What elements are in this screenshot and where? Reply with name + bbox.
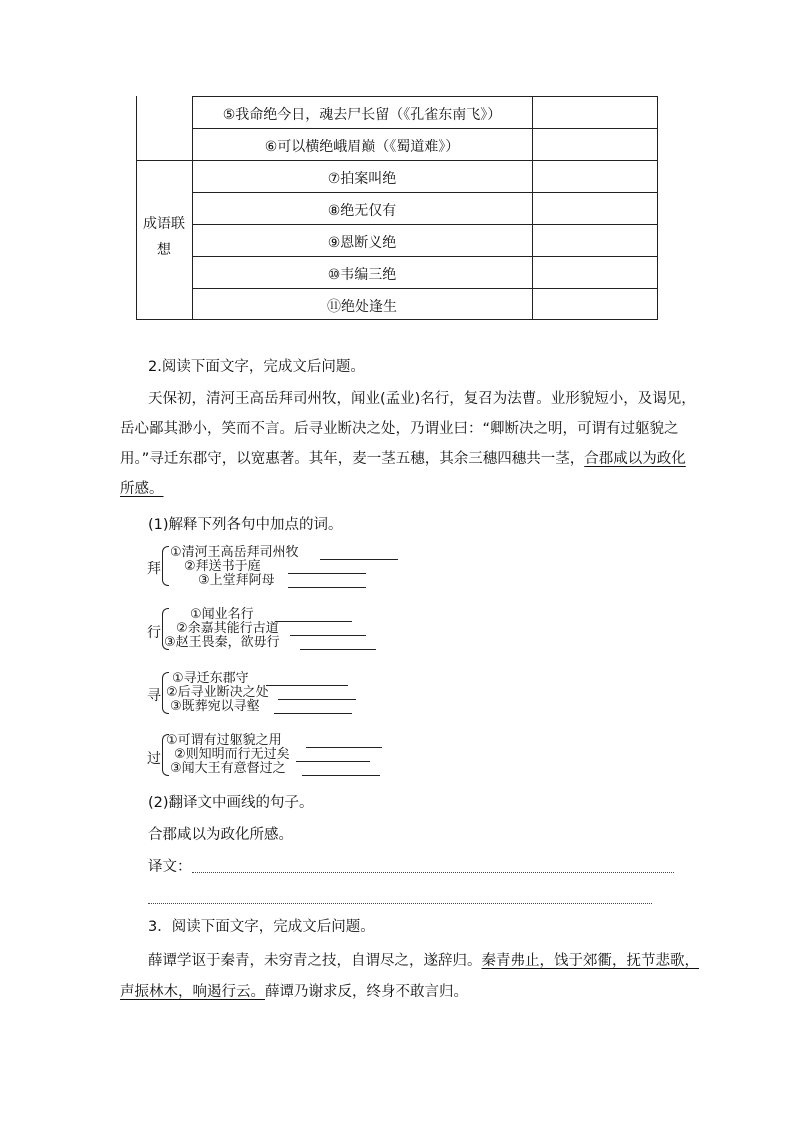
answer-blank[interactable] xyxy=(274,713,352,714)
group-char: 行 xyxy=(147,625,161,641)
answer-blank[interactable] xyxy=(300,649,376,650)
list-item: ①可谓有过躯貌之用 xyxy=(166,733,282,748)
table-divider-col2 xyxy=(532,96,533,320)
passage-line xyxy=(120,474,164,504)
sub-question-2: (2)翻译文中画线的句子。 xyxy=(148,795,314,811)
table-row: ⑧绝无仅有 xyxy=(327,203,397,219)
brace-icon xyxy=(162,546,169,586)
answer-blank[interactable] xyxy=(320,559,398,560)
table-row-line xyxy=(192,288,658,289)
passage-line: 用。”寻迁东郡守，以宽惠著。其年，麦一茎五穗，其余三穗四穗共一茎，合郡咸以为政化 xyxy=(120,451,686,467)
group-char: 过 xyxy=(147,751,161,767)
answer-blank[interactable] xyxy=(278,699,356,700)
group-char: 拜 xyxy=(147,561,161,577)
passage-line: 岳心鄙其渺小，笑而不言。后寻业断决之处，乃谓业曰：“卿断决之明，可谓有过躯貌之 xyxy=(120,421,679,437)
underlined-sentence: 合郡咸以为政化 xyxy=(584,451,686,467)
underlined-sentence: 声振林木，响遏行云。 xyxy=(120,984,265,1000)
passage-line: 声振林木，响遏行云。薛谭乃谢求反，终身不敢言归。 xyxy=(120,984,468,1000)
list-item: ②余嘉其能行古道 xyxy=(176,621,279,636)
table-row-line xyxy=(192,224,658,225)
list-item: ①寻迁东郡守 xyxy=(172,671,249,686)
list-item: ②则知明而行无过矣 xyxy=(174,747,290,762)
list-item: ②后寻业断决之处 xyxy=(166,685,269,700)
list-item: ③上堂拜阿母 xyxy=(198,573,275,588)
table-group-line xyxy=(136,160,658,161)
list-item: ③赵王畏秦，欲毋行 xyxy=(164,635,280,650)
answer-blank[interactable] xyxy=(296,761,370,762)
answer-blank[interactable] xyxy=(288,573,366,574)
table-row: ⑦拍案叫绝 xyxy=(327,171,397,187)
table-border-left xyxy=(136,96,137,320)
table-row: ⑩韦编三绝 xyxy=(327,267,397,283)
table-border-top xyxy=(192,96,658,97)
sub-question-1: (1)解释下列各句中加点的词。 xyxy=(148,517,343,533)
question-3-heading: 3．阅读下面文字，完成文后问题。 xyxy=(148,919,375,935)
table-row: ⑨恩断义绝 xyxy=(327,235,397,251)
table-border-right xyxy=(657,96,658,320)
table-border-bottom xyxy=(136,319,658,320)
translation-label: 译文： xyxy=(148,859,192,875)
answer-blank[interactable] xyxy=(276,621,352,622)
list-item: ②拜送书于庭 xyxy=(184,559,261,574)
question-2-heading: 2.阅读下面文字，完成文后问题。 xyxy=(148,359,365,375)
underlined-sentence: 秦青弗止，饯于郊衢，抚节悲歌， xyxy=(481,953,699,969)
answer-blank[interactable] xyxy=(290,635,366,636)
list-item: ①闻业名行 xyxy=(190,607,254,622)
sentence-to-translate: 合郡咸以为政化所感。 xyxy=(148,827,293,843)
answer-blank[interactable] xyxy=(288,587,366,588)
list-item: ③闻大王有意督过之 xyxy=(170,761,286,776)
table-row-line xyxy=(192,256,658,257)
group-char: 寻 xyxy=(147,688,161,704)
answer-blank[interactable] xyxy=(266,685,348,686)
table-row: ⑪绝处逢生 xyxy=(327,299,397,315)
table-row: ⑤我命绝今日，魂去尸长留（《孔雀东南飞》） xyxy=(222,107,502,123)
group-label: 成语联 想 xyxy=(143,216,185,258)
passage-line: 薛谭学讴于秦青，未穷青之技，自谓尽之，遂辞归。秦青弗止，饯于郊衢，抚节悲歌， xyxy=(148,953,699,969)
passage-line: 天保初，清河王高岳拜司州牧，闻业(孟业)名行，复召为法曹。业形貌短小，及谒见， xyxy=(148,391,696,407)
list-item: ③既葬宛以寻壑 xyxy=(170,699,260,714)
list-item: ①清河王高岳拜司州牧 xyxy=(170,545,299,560)
translation-line[interactable] xyxy=(148,903,652,904)
table-row: ⑥可以横绝峨眉巅（《蜀道难》） xyxy=(264,139,460,155)
underlined-sentence: 所感。 xyxy=(120,481,164,497)
idiom-table xyxy=(136,96,658,320)
answer-blank[interactable] xyxy=(302,775,380,776)
table-row-line xyxy=(192,192,658,193)
table-row-line xyxy=(192,128,658,129)
answer-blank[interactable] xyxy=(306,747,382,748)
translation-line[interactable] xyxy=(192,872,674,873)
